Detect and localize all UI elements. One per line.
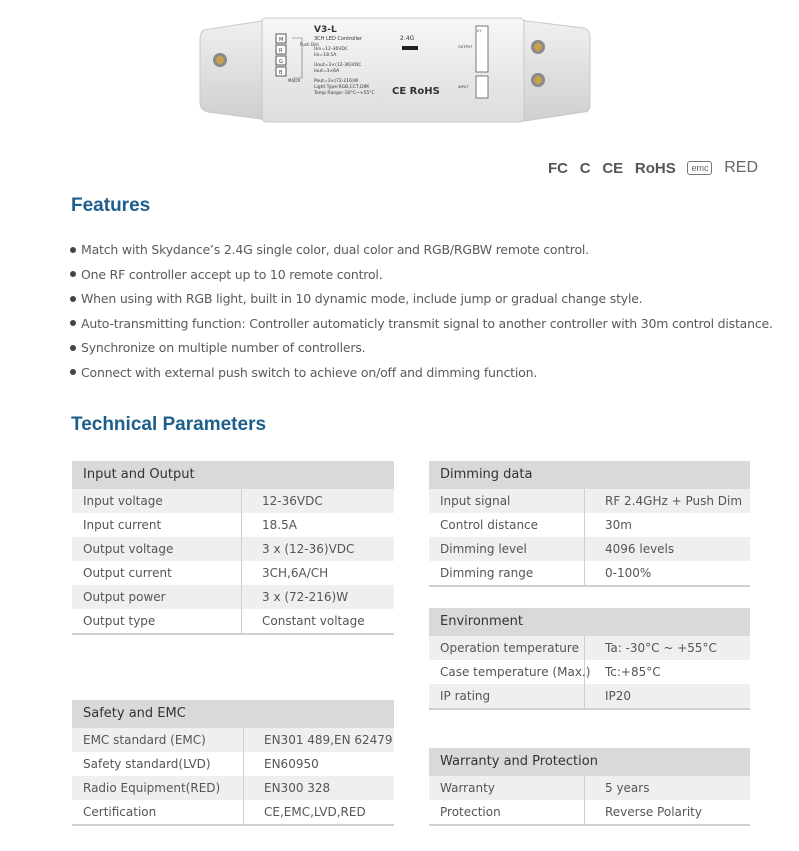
param-value: EN300 328: [264, 781, 331, 795]
btn-label-g: G: [279, 59, 283, 65]
feature-item: [70, 287, 773, 312]
table-row: [429, 684, 750, 708]
param-name: Dimming level: [429, 537, 585, 561]
param-value: Ta: -30°C ~ +55°C: [605, 641, 717, 655]
param-name: IP rating: [429, 684, 585, 708]
output-label: OUTPUT: [458, 45, 473, 49]
rohs-mark: RoHS: [634, 159, 676, 177]
table-row: [429, 800, 750, 824]
table-row: [72, 752, 394, 776]
feature-text: Synchronize on multiple number of controllers.: [81, 340, 366, 356]
table-row: [429, 537, 750, 561]
feature-item: [70, 361, 773, 386]
param-value: EN60950: [264, 757, 319, 771]
feature-text: Auto-transmitting function: Controller automaticly transmit signal to another controller with 30m control distance.: [81, 315, 773, 331]
feature-item: [70, 312, 773, 337]
feature-item: [70, 263, 773, 288]
product-spec: Pout=3×(72-216)W: [314, 79, 359, 84]
param-name: EMC standard (EMC): [72, 728, 244, 752]
table-bottom-rule: [72, 824, 394, 826]
table-title: Dimming data: [429, 461, 750, 489]
bullet-icon: [70, 345, 76, 351]
product-spec: Temp Range:-30°C~+55°C: [314, 91, 375, 96]
input-output-table: [72, 461, 394, 635]
right-end-cap: [518, 20, 590, 122]
c-tick-mark: C: [579, 159, 591, 177]
certification-row: [548, 158, 758, 178]
table-title: Environment: [429, 608, 750, 636]
table-row: [72, 489, 394, 513]
param-name: Output current: [72, 561, 242, 585]
emc-mark: emc: [687, 161, 712, 175]
table-row: [429, 776, 750, 800]
dimming-data-table: [429, 461, 750, 587]
param-value: 12-36VDC: [262, 494, 323, 508]
input-label: INPUT: [458, 85, 469, 89]
param-name: Dimming range: [429, 561, 585, 585]
table-row: [72, 561, 394, 585]
param-value: Tc:+85°C: [605, 665, 661, 679]
param-name: Certification: [72, 800, 244, 824]
bullet-icon: [70, 369, 76, 375]
screw-icon: [531, 73, 545, 87]
product-name: 3CH LED Controller: [314, 36, 363, 42]
table-row: [72, 585, 394, 609]
param-value: 4096 levels: [605, 542, 675, 556]
bullet-icon: [70, 247, 76, 253]
product-spec: Light Type:RGB,CCT,DIM: [314, 85, 369, 90]
feature-text: Match with Skydance’s 2.4G single color, dual color and RGB/RGBW remote control.: [81, 242, 589, 257]
param-name: Control distance: [429, 513, 585, 537]
param-value: 30m: [605, 518, 632, 532]
feature-item: [70, 336, 773, 361]
param-name: Output type: [72, 609, 242, 633]
table-row: [429, 561, 750, 585]
features-list: [70, 238, 773, 386]
param-name: Output voltage: [72, 537, 242, 561]
btn-label-r: R: [279, 48, 283, 54]
param-value: CE,EMC,LVD,RED: [264, 805, 366, 819]
param-name: Case temperature (Max.): [429, 660, 585, 684]
param-name: Radio Equipment(RED): [72, 776, 244, 800]
product-spec: Uout=3×(12-36)VDC: [314, 63, 362, 68]
param-value: EN301 489,EN 62479: [264, 733, 393, 747]
safety-emc-table: [72, 700, 394, 826]
feature-text: Connect with external push switch to achieve on/off and dimming function.: [81, 364, 538, 380]
param-value: IP20: [605, 689, 632, 703]
param-name: Input voltage: [72, 489, 242, 513]
param-value: 0-100%: [605, 566, 652, 580]
table-row: [429, 660, 750, 684]
product-spec: Iout=3×6A: [314, 69, 340, 74]
table-row: [429, 489, 750, 513]
warranty-protection-table: [429, 748, 750, 826]
param-name: Warranty: [429, 776, 585, 800]
table-row: [72, 776, 394, 800]
technical-parameters-heading: Technical Parameters: [71, 414, 267, 435]
match-label: Match: [288, 78, 301, 83]
fc-mark: FC: [548, 159, 568, 177]
product-marks: CE RoHS: [392, 86, 440, 97]
param-value: 3 x (72-216)W: [262, 590, 349, 604]
screw-icon: [531, 40, 545, 54]
push-label: Push Dim: [300, 42, 319, 47]
param-value: Reverse Polarity: [605, 805, 702, 819]
product-spec: Uin=12-36VDC: [314, 47, 348, 52]
param-name: Safety standard(LVD): [72, 752, 244, 776]
bullet-icon: [70, 320, 76, 326]
red-mark: RED: [724, 159, 758, 176]
table-title: Safety and EMC: [72, 700, 394, 728]
table-row: [72, 537, 394, 561]
btn-label-m: M: [279, 37, 284, 43]
param-value: 5 years: [605, 781, 650, 795]
param-name: Input signal: [429, 489, 585, 513]
bullet-icon: [70, 296, 76, 302]
param-name: Input current: [72, 513, 242, 537]
feature-text: One RF controller accept up to 10 remote control.: [81, 266, 383, 282]
table-bottom-rule: [429, 585, 750, 587]
v-plus-label: V+: [477, 29, 483, 33]
features-heading: Features: [71, 195, 151, 216]
table-row: [72, 609, 394, 633]
table-bottom-rule: [429, 708, 750, 710]
param-value: 18.5A: [262, 518, 297, 532]
bullet-icon: [70, 271, 76, 277]
btn-label-b: B: [279, 70, 283, 76]
param-value: 3CH,6A/CH: [262, 566, 329, 580]
table-bottom-rule: [72, 633, 394, 635]
product-model: V3-L: [314, 25, 337, 35]
environment-table: [429, 608, 750, 710]
feature-text: When using with RGB light, built in 10 dynamic mode, include jump or gradual change style.: [81, 291, 643, 307]
table-row: [72, 800, 394, 824]
left-end-cap: [200, 20, 268, 120]
param-value: RF 2.4GHz + Push Dim: [605, 494, 743, 508]
param-value: 3 x (12-36)VDC: [262, 542, 355, 556]
table-row: [429, 636, 750, 660]
screw-icon: [213, 53, 227, 67]
param-name: Operation temperature: [429, 636, 585, 660]
table-title: Input and Output: [72, 461, 394, 489]
product-image: [196, 12, 596, 132]
param-name: Protection: [429, 800, 585, 824]
rf-label: 2.4G: [400, 35, 415, 42]
table-row: [72, 728, 394, 752]
ce-mark: CE: [602, 159, 624, 177]
table-title: Warranty and Protection: [429, 748, 750, 776]
table-bottom-rule: [429, 824, 750, 826]
param-value: Constant voltage: [262, 614, 365, 628]
feature-item: [70, 238, 773, 263]
table-row: [72, 513, 394, 537]
table-row: [429, 513, 750, 537]
product-spec: Iin=18.5A: [314, 53, 337, 58]
param-name: Output power: [72, 585, 242, 609]
